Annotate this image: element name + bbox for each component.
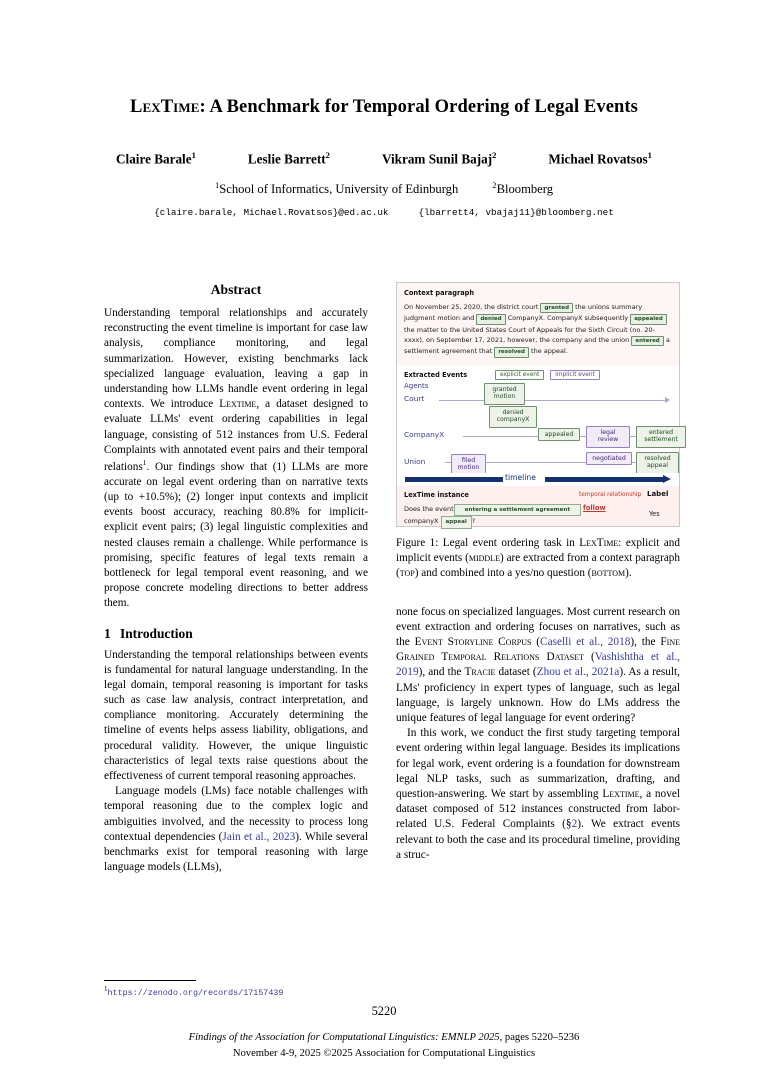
- citation-link[interactable]: Jain et al., 2023: [222, 830, 296, 843]
- author-affil-mark: 1: [647, 150, 652, 160]
- event-box-resolved-appeal: resolved appeal: [636, 452, 679, 474]
- email-group: {claire.barale, Michael.Rovatsos}@ed.ac.uk: [154, 207, 389, 218]
- instance-question: [404, 504, 581, 530]
- legend-explicit-event: explicit event: [495, 370, 544, 380]
- figure-extracted-events-panel: [397, 365, 679, 473]
- affil-text: School of Informatics, University of Edinburgh: [219, 182, 459, 197]
- author-affil-mark: 2: [325, 150, 330, 160]
- footer-venue-info: [0, 1030, 768, 1062]
- footnote-marker: 1: [142, 457, 147, 467]
- event-box-filed-motion: filed motion: [451, 454, 486, 476]
- caption-part-c: ) are extracted from a context paragraph (: [396, 551, 680, 579]
- intro-p3-text-b: ). We extract events relevant to both the case and its procedural timeline, providing a struc-: [396, 818, 681, 861]
- right-column-body: [396, 605, 680, 863]
- section-title: Introduction: [120, 625, 193, 641]
- affil-text: Bloomberg: [496, 182, 554, 197]
- abstract-text-1: Understanding temporal relationships and accurately reconstructing the event timeline is important for case law analysis, compliance monitoring, and legal summarization. However, existing benchmarks lack specialized language evaluation, leaving a gap in understanding how LLMs handle event ordering in legal contexts. We introduce Lextime, a dataset designed to evaluate LLMs' event ordering capabilities in legal language, consisting of 512 instances from U.S. Federal Complaints with annotated event pairs and their temporal relations: [104, 307, 369, 473]
- question-mid: companyX: [404, 517, 439, 526]
- intro-paragraph-1: Understanding the temporal relationships between events is fundamental for natural language understanding. In the legal domain, temporal reasoning is important for tasks such as case law analysis, contract interpretation, and compliance monitoring. Accurately determining the timeline of events helps assess liability, obligations, and procedural validity. However, the unique linguistic characteristics of legal texts raise questions about the effectiveness of current temporal reasoning approaches.: [104, 648, 368, 782]
- author: [222, 150, 356, 167]
- lane-line-court: [439, 400, 665, 401]
- event-box-appealed: appealed: [538, 428, 580, 441]
- ctx-seg-text: a settlement agreement that: [404, 336, 670, 356]
- context-paragraph-text: [404, 302, 672, 358]
- ctx-seg-text: On November 25, 2020, the district court: [404, 303, 541, 311]
- event-box-negotiated: negotiated: [586, 452, 632, 465]
- intro-p2-text-f: ). As a result, LMs' proficiency in expert types of language, such as legal language, is largely unknown. How do LMs address the unique features of legal language for event ordering?: [396, 666, 680, 725]
- event-chip-entered: entered: [631, 336, 663, 346]
- ctx-seg-text: CompanyX. CompanyX subsequently: [505, 314, 631, 323]
- author: [356, 150, 522, 167]
- caption-part-d: ) and combined into a yes/no question (: [414, 566, 592, 579]
- figure-legend: [495, 370, 600, 380]
- temporal-relationship-label: temporal relationship: [579, 491, 642, 498]
- footer-pages: , pages 5220–5236: [499, 1032, 580, 1043]
- intro-p2-text-c: none focus on specialized languages. Most current research on event extraction and ordering focuses on narratives, such as the Event Storyline Corpus (: [396, 605, 680, 649]
- legend-implicit-event: implicit event: [550, 370, 600, 380]
- lane-arrow-court-icon: [665, 397, 670, 403]
- section-heading-introduction: [104, 626, 368, 642]
- ctx-seg-text: the unions summary judgment motion and: [404, 303, 643, 323]
- caption-bottom: bottom: [591, 566, 626, 579]
- footnote-rule: [104, 980, 196, 981]
- lane-label-union: Union: [404, 456, 426, 466]
- event-chip-resolved: resolved: [494, 347, 529, 357]
- event-chip-granted: granted: [540, 303, 573, 313]
- email-group: {lbarrett4, vbajaj11}@bloomberg.net: [418, 207, 614, 218]
- timeline-arrow-icon: [663, 475, 671, 483]
- author-name: Michael Rovatsos: [548, 151, 648, 167]
- footer-line-2: November 4-9, 2025 ©2025 Association for Computational Linguistics: [232, 1047, 536, 1059]
- footnote-block: [104, 980, 368, 998]
- event-box-entered-settlement: entered settlement: [636, 426, 686, 448]
- caption-middle: middle: [468, 551, 500, 564]
- question-suffix: ?: [471, 517, 476, 526]
- footnote-text: [104, 985, 368, 998]
- intro-p2-text-d: ), the Fine Grained Temporal Relations Dataset (: [396, 636, 680, 664]
- figure-caption: [396, 536, 680, 581]
- intro-paragraph-2-part2: [396, 605, 680, 727]
- timeline-label: timeline: [505, 472, 536, 482]
- section-number: 1: [104, 625, 111, 641]
- title-smallcaps: LexTime: [130, 97, 200, 117]
- question-prefix: Does the event: [404, 504, 454, 513]
- author-name: Leslie Barrett: [247, 151, 326, 167]
- event-box-denied-companyx: denied companyX: [489, 406, 537, 428]
- abstract-heading: Abstract: [210, 282, 262, 297]
- instance-label-value: Yes: [649, 509, 660, 518]
- affiliation: [492, 182, 553, 196]
- author-name: Claire Barale: [116, 151, 192, 167]
- title-rest: : A Benchmark for Temporal Ordering of Legal Events: [199, 97, 638, 117]
- footnote-number: 1: [104, 985, 108, 993]
- caption-part-a: Figure 1: Legal event ordering task in: [396, 536, 580, 549]
- affil-mark: 1: [214, 180, 220, 190]
- author-list: [64, 150, 704, 167]
- citation-link[interactable]: Caselli et al., 2018: [540, 636, 631, 649]
- figure-diagram: [396, 282, 680, 527]
- instance-label-header: Label: [647, 489, 669, 498]
- intro-paragraph-2-part1: [104, 784, 368, 875]
- timeline-bar-right: [545, 477, 663, 482]
- abstract-section: [104, 282, 368, 612]
- event-chip-denied: denied: [476, 314, 505, 324]
- intro-p2-text-b: ). While several benchmarks exist for temporal reasoning with large language models (LLMs),: [104, 830, 369, 874]
- figure-context-panel: [397, 283, 679, 365]
- page-number: 5220: [371, 1004, 397, 1018]
- citation-link[interactable]: Vashishtha et al., 2019: [396, 651, 681, 679]
- caption-top: top: [399, 566, 415, 579]
- timeline-bar-left: [405, 477, 503, 482]
- section-ref-link[interactable]: 2: [571, 818, 578, 831]
- caption-part-e: ).: [625, 566, 632, 579]
- author-affil-mark: 1: [191, 150, 196, 160]
- affiliations: [64, 180, 704, 197]
- author: [522, 150, 678, 167]
- figure-timeline: [397, 473, 679, 486]
- agents-header: Agents: [404, 381, 429, 390]
- author-affil-mark: 2: [492, 150, 497, 160]
- caption-lextime: LexTime: [579, 536, 619, 549]
- event-chip-appealed: appealed: [630, 314, 667, 324]
- ctx-seg-text: the matter to the United States Court of Appeals for the Sixth Circuit (no. 20-xxxx), on September 17, 2021, however, the company and the union: [404, 325, 655, 345]
- page-title: [64, 96, 704, 119]
- affiliation: [215, 182, 458, 196]
- caption-part-b: : explicit and implicit events (: [396, 536, 680, 564]
- author-emails: [64, 207, 704, 218]
- intro-p2-text-e: ), and the Tracie dataset (: [418, 666, 537, 679]
- citation-link[interactable]: Zhou et al., 2021a: [536, 666, 620, 679]
- extracted-events-title: Extracted Events: [404, 370, 468, 379]
- title-block: [64, 96, 704, 119]
- lane-label-companyx: CompanyX: [404, 429, 445, 439]
- left-column: [104, 282, 368, 875]
- instance-panel-title: LexTime instance: [404, 490, 469, 499]
- intro-p3-text-a: In this work, we conduct the first study targeting temporal event ordering within legal language. Besides its implications for legal work, event ordering is a foundation for downstream legal NLP tasks, such as summarization, drafting, and question-answering. We start by assembling Lextime, a novel dataset composed of 512 instances constructed from labor-related U.S. Federal Complaints (§: [396, 727, 681, 831]
- footer-line-1: [0, 1030, 768, 1046]
- affil-mark: 2: [492, 180, 497, 190]
- author-name: Vikram Sunil Bajaj: [381, 151, 493, 167]
- footer-venue-italic: Findings of the Association for Computational Linguistics: EMNLP 2025: [188, 1032, 500, 1043]
- figure-1: [396, 282, 680, 863]
- event-box-granted-motion: granted motion: [484, 383, 525, 405]
- author: [90, 150, 222, 167]
- intro-p2-text-a: Language models (LMs) face notable challenges with temporal reasoning due to the complex logic and ambiguities involved, and the necessity to process long contextual dependencies (: [104, 785, 368, 843]
- abstract-text-2: . Our findings show that (1) LLMs are more accurate on legal event ordering than on narrative texts (up to +10.5%); (2) longer input contexts and implicit events boost accuracy, reaching 80.8% for implicit-explicit event pairs; (3) legal linguistic complexities and nested clauses remain a challenge. While performance is promising, specific features of legal texts remain a bottleneck for legal temporal event reasoning, and we propose concrete modeling directions to better address them.: [104, 460, 368, 610]
- relation-follow: follow: [583, 503, 606, 512]
- intro-paragraph-3: [396, 726, 680, 863]
- figure-instance-panel: [397, 486, 679, 526]
- ctx-seg-text: the appeal.: [528, 347, 568, 356]
- footnote-url[interactable]: https://zenodo.org/records/17157439: [107, 987, 284, 998]
- lane-label-court: Court: [404, 393, 425, 403]
- context-panel-title: Context paragraph: [404, 289, 475, 297]
- abstract-paragraph: [104, 306, 368, 612]
- event-box-legal-review: legal review: [586, 426, 630, 448]
- instance-event-chip-2: appeal: [441, 516, 472, 529]
- instance-event-chip-1: entering a settlement agreement: [454, 504, 581, 517]
